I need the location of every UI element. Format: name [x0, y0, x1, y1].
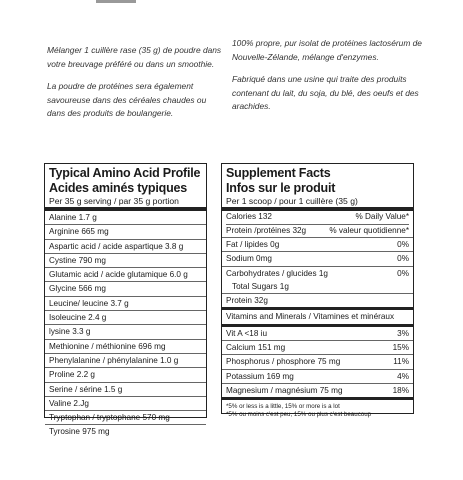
nutrient-row: [222, 280, 413, 293]
nutrient-label: Protein 32g: [226, 296, 268, 306]
mineral-label: Vit A <18 iu: [226, 328, 268, 338]
usage-text-1: Mélanger 1 cuillère rase (35 g) de poudre dans votre breuvage préféré ou dans un smoothie.: [47, 45, 222, 69]
product-description: [232, 37, 422, 123]
amino-rows: [45, 211, 206, 439]
supp-title-fr: Infos sur le produit: [226, 181, 336, 195]
amino-row-label: Leucine/ leucine 3.7 g: [49, 298, 129, 308]
mineral-label: Magnesium / magnésium 75 mg: [226, 385, 343, 395]
nutrient-row: [222, 293, 413, 307]
amino-row: [45, 339, 206, 353]
mineral-value: 4%: [397, 371, 409, 381]
amino-row: [45, 267, 206, 281]
amino-row-label: Isoleucine 2.4 g: [49, 313, 107, 323]
usage-instructions: [47, 44, 222, 130]
amino-row: [45, 310, 206, 324]
amino-row: [45, 324, 206, 338]
mineral-label: Phosphorus / phosphore 75 mg: [226, 357, 341, 367]
nutrient-label: Carbohydrates / glucides 1g: [226, 268, 328, 278]
amino-row-label: Cystine 790 mg: [49, 255, 106, 265]
amino-row-label: Glutamic acid / acide glutamique 6.0 g: [49, 270, 188, 280]
mineral-label: Calcium 151 mg: [226, 343, 286, 353]
calories-label: Calories 132: [226, 212, 272, 221]
amino-row: [45, 296, 206, 310]
amino-row-label: Tyrosine 975 mg: [49, 427, 110, 437]
mineral-value: 15%: [392, 343, 409, 353]
amino-row-label: Serine / sérine 1.5 g: [49, 384, 123, 394]
amino-row: [45, 253, 206, 267]
mineral-row: [222, 383, 413, 397]
amino-row-label: Valine 2.Jg: [49, 398, 89, 408]
amino-title-en: Typical Amino Acid Profile: [49, 166, 201, 180]
vitamins-minerals-label: Vitamins and Minerals / Vitamines et minéraux: [226, 312, 395, 322]
nutrient-row: [222, 237, 413, 251]
amino-title-fr: Acides aminés typiques: [49, 181, 188, 195]
amino-row: [45, 367, 206, 381]
calories-dv-header: [222, 211, 413, 237]
supp-serving: Per 1 scoop / pour 1 cuillère (35 g): [222, 194, 413, 211]
nutrient-value: 0%: [397, 268, 409, 278]
footnote-en: *5% or less is a little, 15% or more is a lot: [226, 403, 340, 411]
amino-row: [45, 424, 206, 438]
mineral-row: [222, 324, 413, 340]
supplement-facts-panel: [221, 163, 414, 419]
amino-serving: Per 35 g serving / par 35 g portion: [45, 194, 206, 211]
nutrient-label: Fat / lipides 0g: [226, 240, 280, 249]
description-text-1: 100% propre, pur isolat de protéines lactosérum de Nouvelle-Zélande, mélange d'enzymes.: [232, 38, 422, 62]
amino-acid-panel: [44, 163, 207, 437]
amino-row: [45, 382, 206, 396]
supp-title-en: Supplement Facts: [226, 166, 331, 180]
usage-text-2: La poudre de protéines sera également savoureuse dans des céréales chaudes ou dans des produits de boulangerie.: [47, 81, 207, 119]
amino-row: [45, 410, 206, 424]
amino-row-label: lysine 3.3 g: [49, 327, 91, 337]
daily-value-label: % Daily Value*: [355, 212, 409, 221]
top-edge-mark: [96, 0, 136, 3]
amino-row: [45, 224, 206, 238]
amino-row-label: Tryptophan / tryptophane 570 mg: [49, 413, 170, 423]
footnote: [222, 397, 413, 422]
nutrient-label: Total Sugars 1g: [232, 281, 289, 291]
nutrient-value: 0%: [397, 254, 409, 264]
amino-row-label: Glycine 566 mg: [49, 284, 106, 294]
amino-row-label: Arginine 665 mg: [49, 227, 109, 237]
vitamins-minerals-header: [222, 307, 413, 323]
amino-row-label: Aspartic acid / acide aspartique 3.8 g: [49, 241, 184, 251]
amino-row-label: Phenylalanine / phénylalanine 1.0 g: [49, 355, 179, 365]
amino-row: [45, 396, 206, 410]
mineral-value: 3%: [397, 328, 409, 338]
nutrient-label: Sodium 0mg: [226, 254, 272, 264]
mineral-value: 18%: [392, 385, 409, 395]
amino-row-label: Proline 2.2 g: [49, 370, 95, 380]
protein-header-label: Protein /protéines 32g: [226, 225, 307, 235]
mineral-value: 11%: [393, 357, 409, 367]
amino-row-label: Methionine / méthionine 696 mg: [49, 341, 166, 351]
mineral-label: Potassium 169 mg: [226, 371, 294, 381]
mineral-row: [222, 340, 413, 354]
amino-row: [45, 239, 206, 253]
amino-row: [45, 353, 206, 367]
mineral-row: [222, 369, 413, 383]
nutrient-row: [222, 266, 413, 280]
nutrient-row: [222, 251, 413, 265]
mineral-row: [222, 354, 413, 368]
footnote-fr: *5% ou moins c'est peu, 15% ou plus c'est beaucoup: [226, 411, 372, 419]
nutrient-value: 0%: [397, 240, 409, 249]
amino-row: [45, 281, 206, 295]
description-text-2: Fabriqué dans une usine qui traite des produits contenant du lait, du soja, du blé, des oeufs et des arachides.: [232, 74, 419, 112]
daily-value-fr-label: % valeur quotidienne*: [329, 225, 409, 235]
amino-row-label: Alanine 1.7 g: [49, 213, 97, 222]
amino-row: [45, 211, 206, 224]
